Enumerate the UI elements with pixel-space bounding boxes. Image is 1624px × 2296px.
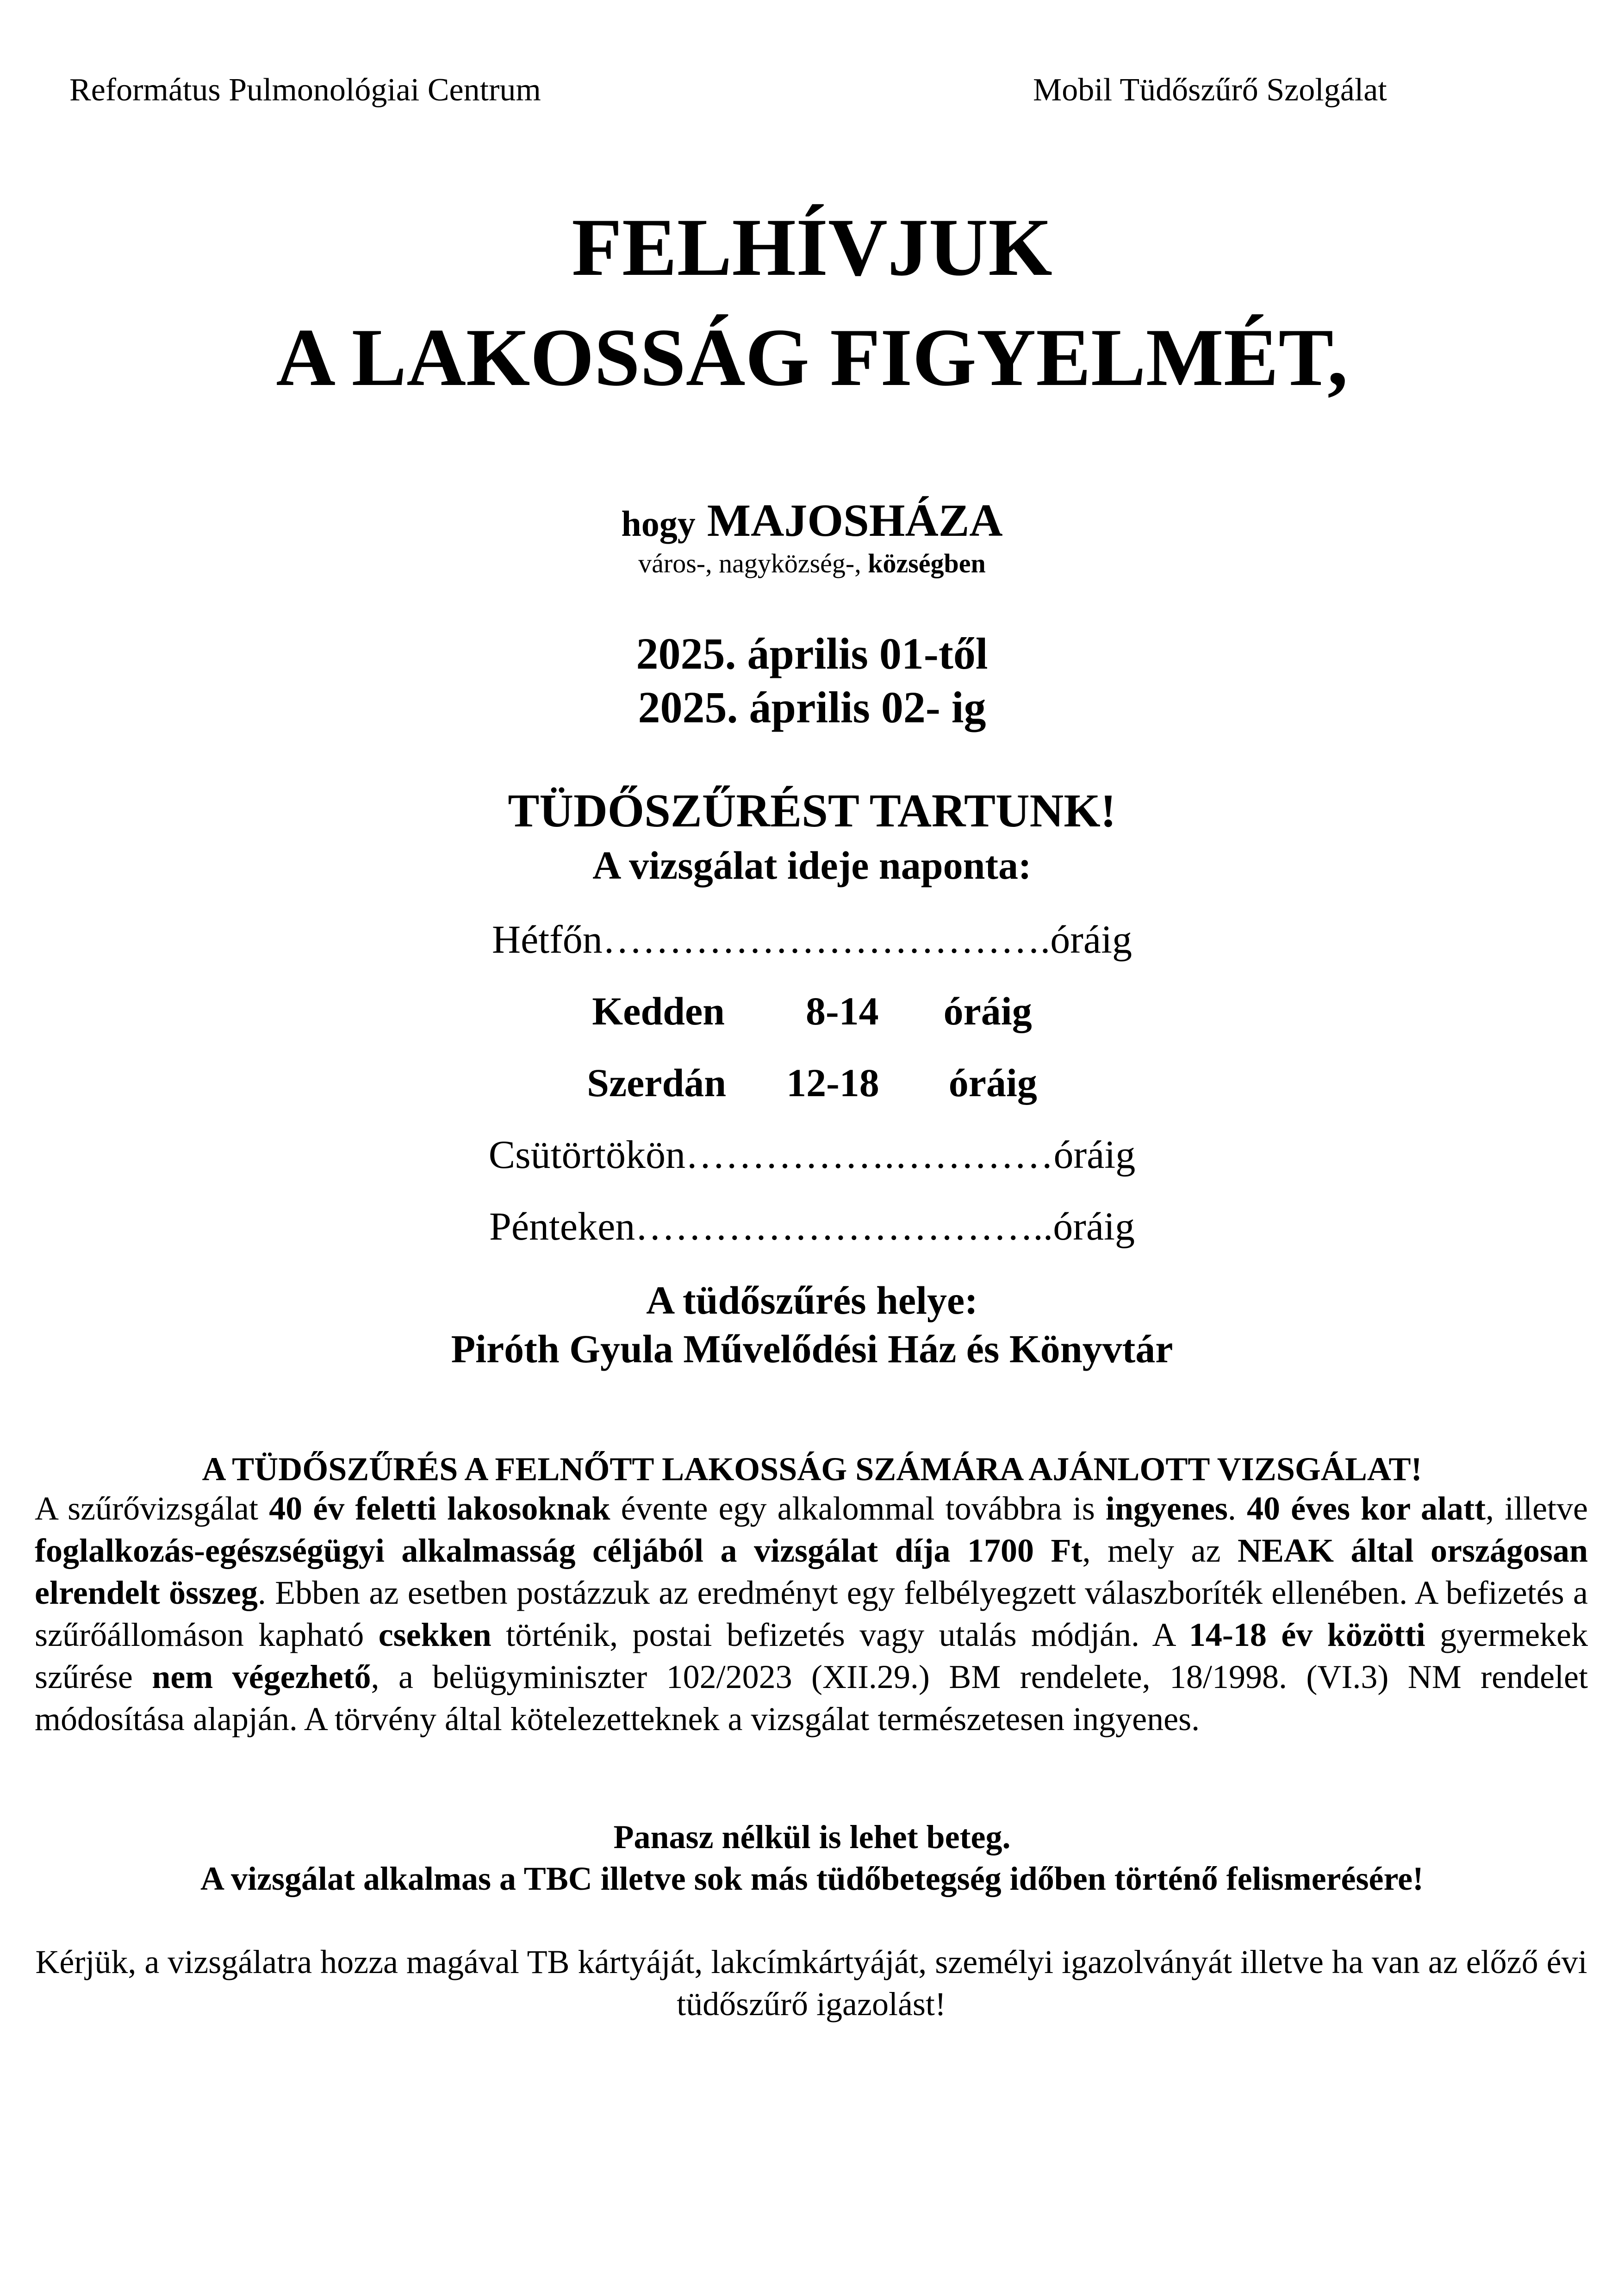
schedule-suffix: óráig <box>948 1061 1037 1105</box>
poster-title <box>0 192 1624 412</box>
info-paragraph <box>35 1488 1588 1740</box>
info-text: évente egy alkalommal továbbra is <box>610 1490 1106 1527</box>
schedule-suffix: óráig <box>943 989 1032 1033</box>
title-line-1: FELHÍVJUK <box>572 201 1052 293</box>
info-text: . Ebben az esetben postázzuk az eredményt egy felbélyegzett válaszboríték ellenében. A befizetés a szűrőállomáson kapható <box>35 1574 1588 1653</box>
header-organization: Református Pulmonológiai Centrum <box>69 72 541 108</box>
schedule-hours: 8-14 <box>806 989 879 1033</box>
info-emphasis: csekken <box>378 1616 492 1653</box>
schedule-row-tuesday <box>0 986 1624 1036</box>
place-label: A tüdőszűrés helye: <box>646 1278 978 1322</box>
schedule-row-monday: Hétfőn…………………………….óráig <box>492 917 1132 962</box>
date-from: 2025. április 01-től <box>636 629 988 678</box>
recommendation-headline: A TÜDŐSZŰRÉS A FELNŐTT LAKOSSÁG SZÁMÁRA AJÁNLOTT VIZSGÁLAT! <box>202 1451 1422 1488</box>
info-text: gyermekek szűrése <box>35 1616 1588 1695</box>
settlement-type-options: város-, nagyközség-, <box>638 548 861 578</box>
info-text: A szűrővizsgálat <box>35 1490 269 1527</box>
closing-request: Kérjük, a vizsgálatra hozza magával TB kártyáját, lakcímkártyáját, személyi igazolványát illetve ha van az előző évi tüdőszűrő igazolást! <box>35 1943 1587 2023</box>
place-name: Piróth Gyula Művelődési Ház és Könyvtár <box>451 1327 1173 1371</box>
settlement-type-selected: községben <box>868 548 986 578</box>
info-emphasis: 40 év feletti lakosoknak <box>269 1490 610 1527</box>
info-emphasis: 14-18 év közötti <box>1188 1616 1425 1653</box>
info-emphasis: foglalkozás-egészségügyi alkalmasság céljából a vizsgálat díja 1700 Ft <box>35 1532 1083 1569</box>
schedule-day: Kedden <box>592 989 725 1033</box>
settlement-type-line <box>0 546 1624 581</box>
notice-line-2: A vizsgálat alkalmas a TBC illetve sok más tüdőbetegség időben történő felismerésére! <box>200 1860 1424 1897</box>
info-emphasis: ingyenes <box>1105 1490 1228 1527</box>
schedule-hours: 12-18 <box>786 1061 879 1105</box>
info-text: . <box>1227 1490 1247 1527</box>
title-line-2: A LAKOSSÁG FIGYELMÉT, <box>276 311 1348 403</box>
info-text: , mely az <box>1082 1532 1238 1569</box>
location-line <box>0 490 1624 554</box>
info-emphasis: NEAK által országosan elrendelt összeg <box>35 1532 1588 1611</box>
schedule-day: Szerdán <box>587 1061 727 1105</box>
location-town: MAJOSHÁZA <box>707 495 1003 546</box>
header-service: Mobil Tüdőszűrő Szolgálat <box>1033 72 1387 108</box>
schedule-intro: A vizsgálat ideje naponta: <box>592 843 1032 887</box>
schedule-row-thursday: Csütörtökön…………….…………óráig <box>488 1132 1136 1177</box>
info-text: történik, postai befizetés vagy utalás módján. A <box>491 1616 1189 1653</box>
schedule-row-friday: Pénteken…………………………..óráig <box>489 1204 1135 1248</box>
info-emphasis: 40 éves kor alatt <box>1247 1490 1486 1527</box>
date-range <box>0 627 1624 734</box>
date-to: 2025. április 02- ig <box>638 683 986 732</box>
info-text: , illetve <box>1485 1490 1588 1527</box>
info-emphasis: nem végezhető <box>152 1658 371 1695</box>
screening-headline: TÜDŐSZŰRÉST TARTUNK! <box>508 785 1116 837</box>
location-prefix: hogy <box>621 503 696 544</box>
notice-line-1: Panasz nélkül is lehet beteg. <box>613 1818 1011 1855</box>
info-text: , a belügyminiszter 102/2023 (XII.29.) BM rendelete, 18/1998. (VI.3) NM rendelet módosítása alapján. A törvény által kötelezetteknek a vizsgálat természetesen ingyenes. <box>35 1658 1588 1738</box>
schedule-row-wednesday <box>0 1057 1624 1108</box>
